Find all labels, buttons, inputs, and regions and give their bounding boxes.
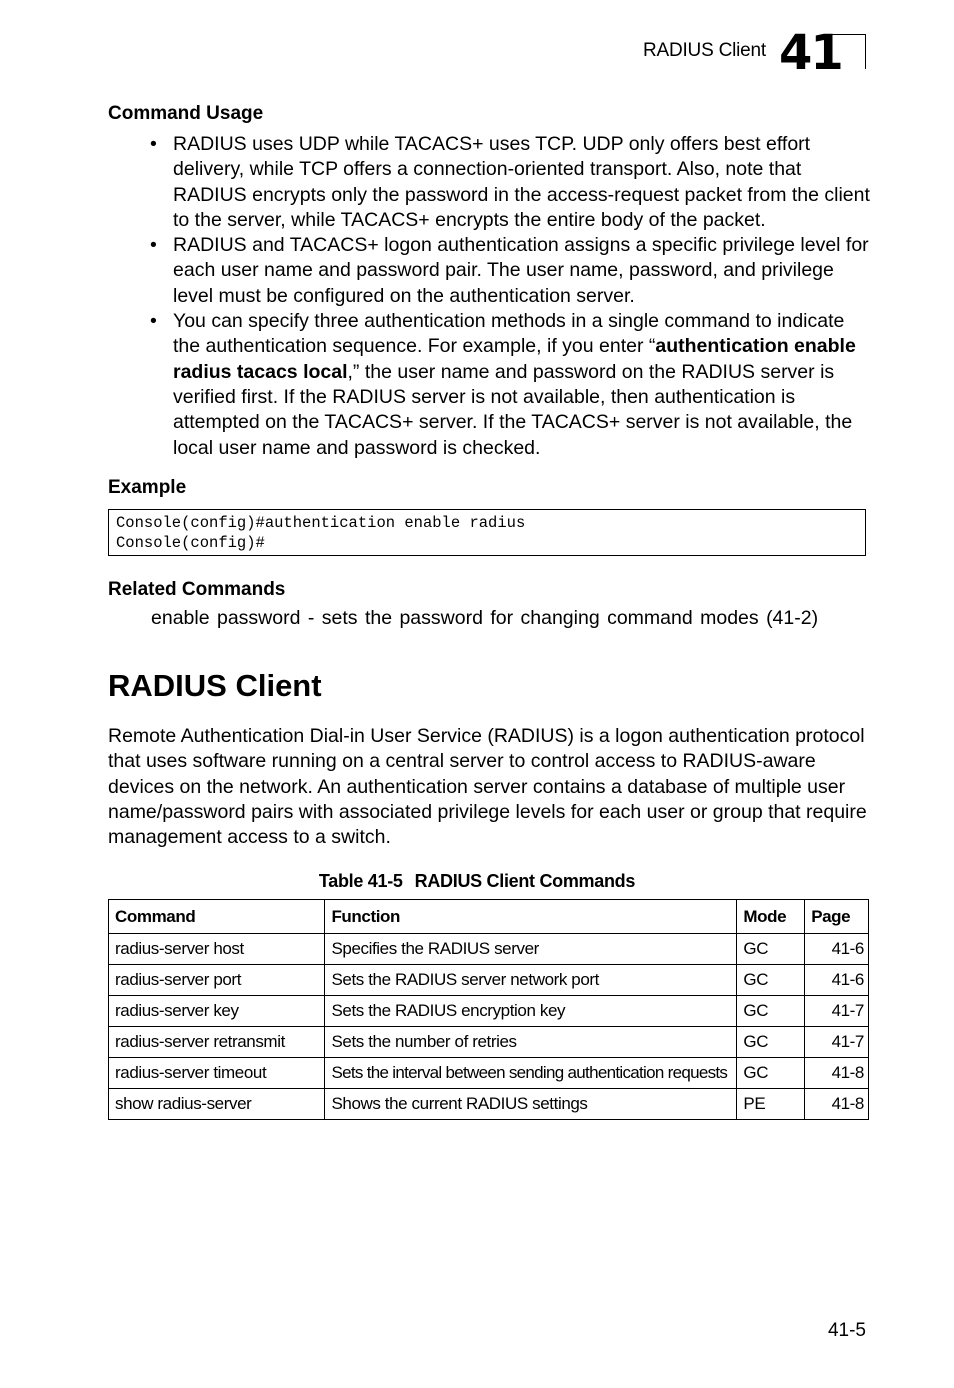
cell-command: radius-server key — [109, 996, 325, 1027]
list-item: • RADIUS and TACACS+ logon authentication assigns a specific privilege level for each user name and password pair. The user name, password, and privilege level must be configured on the authentication server. — [150, 234, 869, 307]
code-example — [108, 509, 866, 556]
list-item: • RADIUS uses UDP while TACACS+ uses TCP. UDP only offers best effort delivery, while TCP offers a connection-oriented transport. Also, note that RADIUS encrypts only the password in the access-request packet from the client to the server, while TACACS+ encrypts the entire body of the packet. — [150, 133, 870, 231]
cell-mode: GC — [737, 934, 805, 965]
cell-function: Sets the RADIUS server network port — [325, 965, 737, 996]
list-item: • You can specify three authentication methods in a single command to indicate the authentication sequence. For example, if you enter “authentication enable radius tacacs local,” the user name and password on the RADIUS server is verified first. If the RADIUS server is not available, then authentication is attempted on the TACACS+ server. If the TACACS+ server is not available, the local user name and password is checked. — [150, 310, 856, 459]
page-number: 41-5 — [827, 1320, 866, 1341]
cell-function: Specifies the RADIUS server — [325, 934, 737, 965]
code-line: Console(config)# — [116, 534, 265, 552]
column-header-mode: Mode — [737, 900, 805, 934]
cell-mode: GC — [737, 996, 805, 1027]
cell-mode: GC — [737, 965, 805, 996]
table-row — [109, 934, 869, 965]
example-heading: Example — [108, 477, 187, 498]
cell-command: radius-server timeout — [109, 1058, 325, 1089]
column-header-function: Function — [325, 900, 737, 934]
table-caption: Table 41-5 RADIUS Client Commands — [318, 871, 636, 891]
column-header-page: Page — [805, 900, 869, 934]
table-row — [109, 1027, 869, 1058]
cell-page: 41-6 — [805, 934, 869, 965]
related-command-entry: enable password - sets the password for changing command modes (41-2) — [151, 607, 819, 629]
cell-function: Shows the current RADIUS settings — [325, 1089, 737, 1120]
cell-command: radius-server retransmit — [109, 1027, 325, 1058]
bold-command-example: authentication enable radius tacacs local — [173, 335, 856, 383]
table-row — [109, 1058, 869, 1089]
table-row — [109, 965, 869, 996]
cell-page: 41-7 — [805, 1027, 869, 1058]
cell-page: 41-7 — [805, 996, 869, 1027]
command-usage-list — [150, 132, 870, 461]
code-line: Console(config)#authentication enable radius — [116, 514, 526, 532]
column-header-command: Command — [109, 900, 325, 934]
section-title: RADIUS Client — [108, 668, 322, 703]
cell-function: Sets the interval between sending authentication requests — [325, 1058, 737, 1089]
table-header-row — [109, 900, 869, 934]
cell-command: radius-server host — [109, 934, 325, 965]
command-usage-heading: Command Usage — [108, 103, 264, 124]
cell-mode: GC — [737, 1058, 805, 1089]
cell-mode: GC — [737, 1027, 805, 1058]
cell-page: 41-8 — [805, 1089, 869, 1120]
section-intro: Remote Authentication Dial-in User Service (RADIUS) is a logon authentication protocol that uses software running on a central server to control access to RADIUS-aware devices on the network. An authentication server contains a database of multiple user name/password pairs with associated privilege levels for each user or group that require management access to a switch. — [108, 725, 867, 849]
cell-page: 41-8 — [805, 1058, 869, 1089]
chapter-number: 41 — [779, 25, 842, 81]
table-row — [109, 1089, 869, 1120]
table-row — [109, 996, 869, 1027]
cell-mode: PE — [737, 1089, 805, 1120]
cell-page: 41-6 — [805, 965, 869, 996]
chapter-tab-border — [828, 34, 866, 69]
page-header — [0, 25, 954, 81]
header-section-label: RADIUS Client — [642, 40, 766, 61]
cell-function: Sets the number of retries — [325, 1027, 737, 1058]
cell-function: Sets the RADIUS encryption key — [325, 996, 737, 1027]
radius-commands-table — [108, 899, 869, 1120]
cell-command: show radius-server — [109, 1089, 325, 1120]
related-commands-heading: Related Commands — [108, 579, 286, 600]
cell-command: radius-server port — [109, 965, 325, 996]
